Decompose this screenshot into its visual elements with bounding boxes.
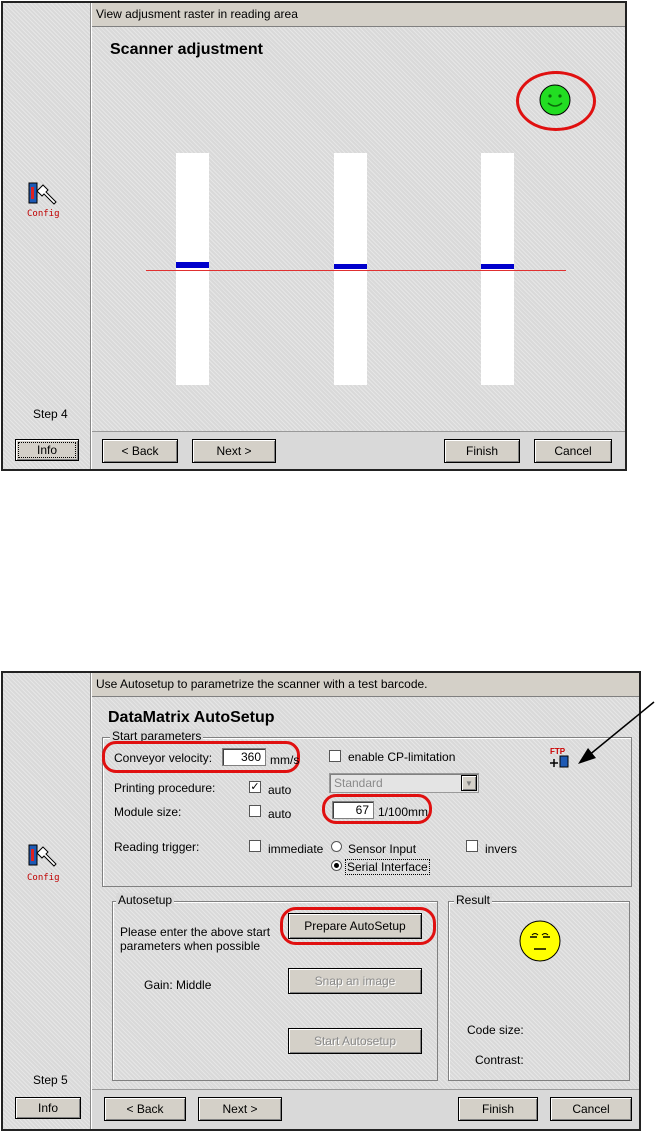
reading-trigger-label: Reading trigger: [114, 840, 200, 854]
invers-label: invers [485, 842, 518, 856]
conveyor-velocity-input[interactable]: 360 [222, 748, 266, 766]
invers-checkbox[interactable] [466, 840, 478, 852]
autosetup-window [1, 671, 641, 1131]
autosetup-instruction-line1: Please enter the above start [120, 925, 271, 939]
annotation-arrow-icon [560, 700, 656, 770]
code-size-label: Code size: [467, 1023, 524, 1037]
page-title: DataMatrix AutoSetup [108, 709, 275, 726]
button-bar [92, 1089, 639, 1129]
step-label: Step 4 [33, 407, 68, 421]
finish-button[interactable]: Finish [444, 439, 520, 463]
bar-marker-right [481, 264, 514, 269]
printing-auto-checkbox[interactable]: ✓ [250, 780, 260, 793]
enable-cp-limitation-checkbox[interactable] [329, 750, 341, 762]
svg-text:FTP: FTP [550, 747, 566, 756]
start-parameters-label: Start parameters [112, 729, 202, 743]
info-button[interactable]: Info [15, 439, 79, 461]
left-panel [3, 3, 91, 469]
printing-procedure-label: Printing procedure: [114, 781, 216, 795]
raster-bar-left [176, 153, 209, 385]
raster-bar-right [481, 153, 514, 385]
smiley-yellow-icon [518, 919, 562, 963]
module-size-input[interactable]: 67 [332, 801, 374, 819]
instruction-header: View adjusment raster in reading area [92, 3, 625, 27]
cancel-button[interactable]: Cancel [550, 1097, 632, 1121]
immediate-label: immediate [268, 842, 324, 856]
instruction-header: Use Autosetup to parametrize the scanner with a test barcode. [92, 673, 639, 697]
cancel-button[interactable]: Cancel [534, 439, 612, 463]
sensor-input-radio[interactable] [331, 841, 342, 852]
raster-bar-center [334, 153, 367, 385]
module-size-auto-label: auto [268, 807, 292, 821]
conveyor-velocity-unit: mm/s [270, 753, 300, 767]
contrast-label: Contrast: [475, 1053, 524, 1067]
module-size-auto-checkbox[interactable] [249, 805, 261, 817]
next-button[interactable]: Next > [192, 439, 276, 463]
info-button[interactable]: Info [15, 1097, 81, 1119]
printing-procedure-value: Standard [334, 776, 383, 790]
gain-text: Gain: Middle [144, 978, 212, 992]
page-title: Scanner adjustment [110, 41, 263, 58]
next-button[interactable]: Next > [198, 1097, 282, 1121]
smiley-green-icon [538, 83, 572, 117]
start-autosetup-button[interactable]: Start Autosetup [288, 1028, 422, 1054]
conveyor-velocity-label: Conveyor velocity: [114, 751, 213, 765]
main-panel [92, 697, 639, 1089]
snap-image-button[interactable]: Snap an image [288, 968, 422, 994]
enable-cp-limitation-label: enable CP-limitation [348, 750, 456, 764]
finish-button[interactable]: Finish [458, 1097, 538, 1121]
back-button[interactable]: < Back [102, 439, 178, 463]
sensor-input-label: Sensor Input [348, 842, 417, 856]
serial-interface-label: Serial Interface [347, 860, 428, 874]
autosetup-label: Autosetup [118, 893, 173, 907]
module-size-unit: 1/100mm [378, 805, 429, 819]
bar-marker-left [176, 262, 209, 268]
back-button[interactable]: < Back [104, 1097, 186, 1121]
left-panel [3, 673, 91, 1129]
prepare-autosetup-button[interactable]: Prepare AutoSetup [288, 913, 422, 939]
printing-procedure-select[interactable] [329, 773, 479, 793]
main-panel [92, 27, 625, 431]
config-label: Config [27, 209, 60, 219]
autosetup-instruction-line2: parameters when possible [120, 939, 261, 953]
immediate-checkbox[interactable] [249, 840, 261, 852]
printing-auto-label: auto [268, 783, 292, 797]
chevron-down-icon[interactable]: ▼ [461, 775, 477, 791]
config-label: Config [27, 873, 60, 883]
serial-interface-radio[interactable] [331, 860, 342, 871]
scan-line [146, 270, 566, 271]
step-label: Step 5 [33, 1073, 68, 1087]
module-size-label: Module size: [114, 805, 182, 819]
button-bar [92, 431, 625, 469]
scanner-adjustment-window [1, 1, 627, 471]
result-label: Result [456, 893, 491, 907]
bar-marker-center [334, 264, 367, 269]
